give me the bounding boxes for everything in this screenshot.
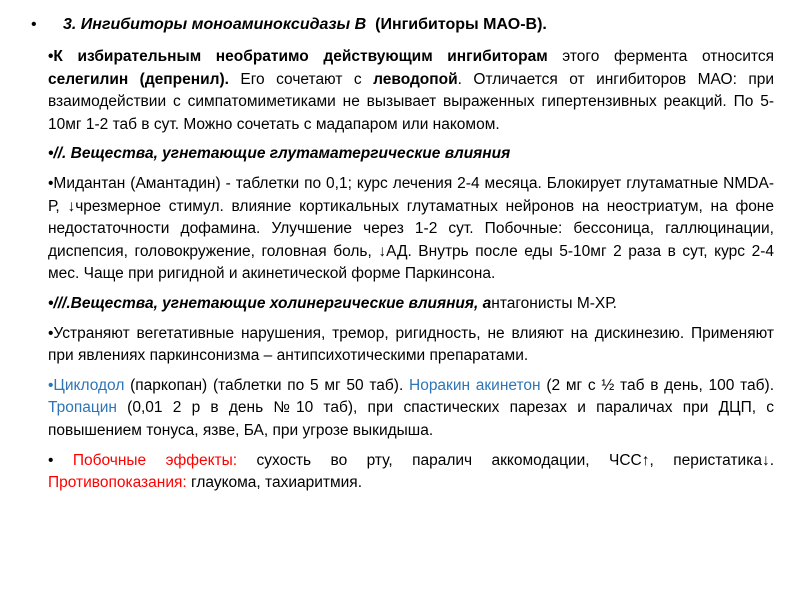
heading-title: 3. Ингибиторы моноаминоксидазы В	[63, 16, 367, 33]
paragraph-amantadine: •Мидантан (Амантадин) - таблетки по 0,1; курс лечения 2-4 месяца. Блокирует глутаматные NMDA-Р, ↓чрезмерное стимул. влияние кортикальных глутаматных нейронов на неостриатум, на фоне недостаточности дофамина. Улучшение через 1-2 сут. Побочные: бессоница, галлюцинации, диспепсия, головокружение, головная боль, ↓АД. Внутрь после еды 5-10мг 2 раза в сут, курс 2-4 мес. Чаще при ригидной и акинетической форме Паркинсона.	[48, 174, 774, 283]
contraindications-label: Противопоказания:	[48, 474, 187, 492]
heading-subtitle: (Ингибиторы МАО-В).	[375, 16, 547, 33]
paragraph-anticholinergic-effects: •Устраняют вегетативные нарушения, тремор, ригидность, не влияют на дискинезию. Применяют при явлениях паркинсонизма – антипсихотическими препаратами.	[48, 324, 774, 365]
drug-levodopa: леводопой	[373, 70, 458, 88]
slide-body	[48, 46, 774, 502]
glutamate-heading: •//. Вещества, угнетающие глутаматергические влияния	[48, 145, 511, 163]
side-effects-label: Побочные эффекты:	[72, 451, 238, 469]
drug-norakin: Норакин акинетон	[409, 376, 541, 394]
cholinergic-heading: •///.Вещества, угнетающие холинергические влияния, антагонисты М-ХР.	[48, 294, 617, 312]
mao-b-lead: •К избирательным необратимо действующим ингибиторам	[48, 48, 548, 65]
heading-bullet: •	[31, 16, 37, 33]
drug-selegiline: селегилин (депренил).	[48, 70, 229, 88]
drug-cyclodol: •Циклодол	[48, 376, 125, 394]
section-heading	[31, 14, 791, 36]
paragraph-mao-b: •К избирательным необратимо действующим ингибиторам этого фермента относится селегилин (депренил). Его сочетают с леводопой. Отличается от ингибиторов МАО: при взаимодействии с симпатомиметиками не вызывает выраженных гипертензивных реакций. По 5-10мг 1-2 таб в сут. Можно сочетать с мадапаром или накомом.	[48, 48, 775, 133]
paragraph-drugs: •Циклодол (паркопан) (таблетки по 5 мг 50 таб). Норакин акинетон (2 мг с ½ таб в день, 100 таб). Тропацин (0,01 2 р в день №10 таб), при спастических парезах и параличах при ДЦП, с повышением тонуса, язве, БА, при угрозе выкидыша.	[48, 376, 774, 439]
paragraph-side-effects: • Побочные эффекты: сухость во рту, паралич аккомодации, ЧСС↑, перистатика↓. Противопоказания: глаукома, тахиаритмия.	[48, 451, 774, 492]
drug-tropacin: Тропацин	[48, 399, 117, 417]
